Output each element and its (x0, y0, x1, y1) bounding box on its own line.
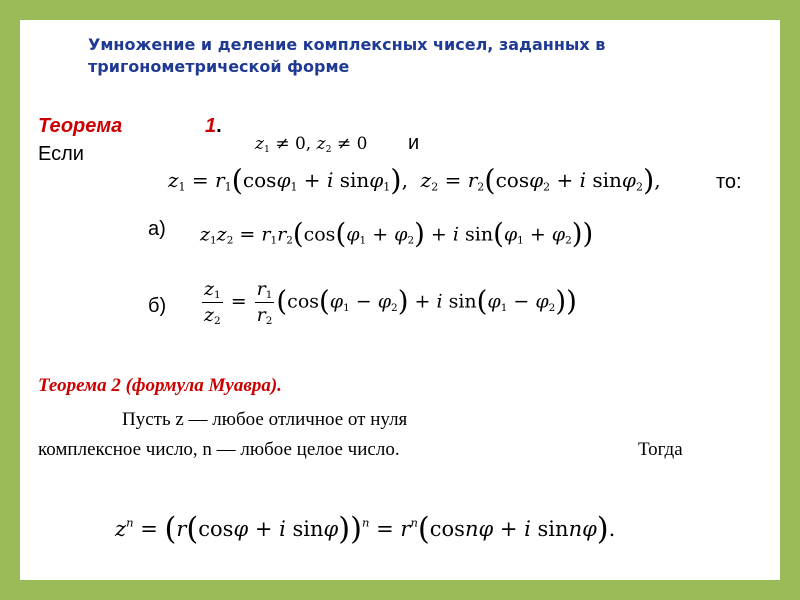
theorem1-label: Теорема (38, 115, 123, 137)
formula-z1-z2-trig: $z_1 = r_1(\cos\varphi_1 + i$ sinφ$_1$), $z_2 = r_2(\cos\varphi_2 + i$ sinφ$_2$), (168, 163, 661, 197)
slide-title: Умножение и деление комплексных чисел, заданных в тригонометрической форме (88, 35, 606, 76)
theorem2-line1: Пусть z — любое отличное от нуля (122, 409, 408, 430)
theorem1-number-dot: . (216, 115, 222, 137)
formula-product: $z_1z_2 = r_1r_2(\cos(\varphi_1 + \varphi_2) + i$ $\sin(\varphi_1 + \varphi_2)$) (200, 218, 594, 250)
item-b-label: б) (148, 295, 167, 317)
condition-nonzero: $z_1 \ne 0$, $z_2 \ne 0$ (255, 134, 368, 155)
theorem2-line2: комплексное число, n — любое целое число. (38, 439, 400, 460)
item-a-label: а) (148, 218, 166, 240)
theorem2-body (38, 405, 718, 465)
fraction-z1-z2: $\frac{z_1}{z_2}$ (204, 278, 221, 328)
then-word: то: (716, 171, 742, 193)
slide (20, 20, 780, 580)
theorem2-then-word: Тогда (638, 439, 683, 460)
formula-quotient: $\frac{z_1}{z_2}$ = $\frac{r_1}{r_2}$ ($\cos(\varphi_1 - \varphi_2) + i$ $\sin(\varphi_1 - \varphi_2)$) (204, 278, 577, 328)
theorem1-number (205, 115, 222, 138)
theorem2-heading: Теорема 2 (формула Муавра). (38, 375, 282, 396)
theorem1-number-digit: 1 (205, 115, 217, 137)
and-word: и (408, 132, 420, 154)
fraction-r1-r2: $\frac{r_1}{r_2}$ (256, 278, 273, 328)
formula-de-moivre: $z^n = (r(\cos\varphi + i$ $\sin\varphi))^n = r^n(\cos n\varphi + i$ sinnφ). (115, 512, 616, 547)
if-word: Если (38, 143, 84, 165)
